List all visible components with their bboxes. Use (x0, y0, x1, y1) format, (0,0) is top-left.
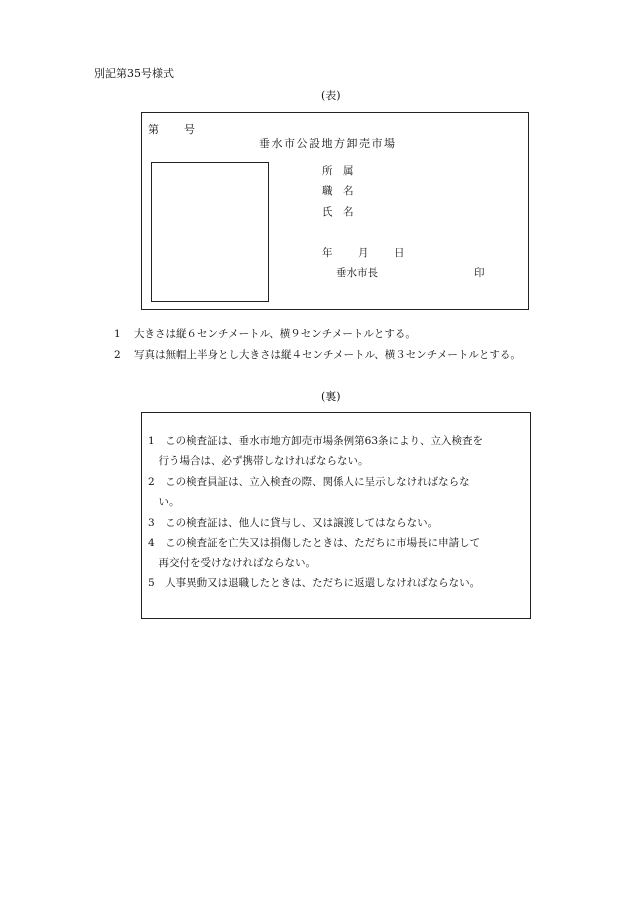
note-2 (114, 348, 521, 362)
date-day: 日 (394, 247, 405, 259)
front-heading: (表) (321, 89, 341, 102)
note-text: 写真は無帽上半身とし大きさは縦４センチメートル、横３センチメートルとする。 (134, 349, 521, 361)
note-1 (114, 327, 416, 341)
date-month: 月 (358, 247, 369, 259)
number-dai: 第 (148, 123, 159, 136)
back-line: 2 この検査員証は、立入検査の際、関係人に呈示しなければならな (148, 476, 470, 488)
market-name: 垂水市公設地方卸売市場 (259, 137, 397, 150)
form-title: 別記第35号様式 (94, 67, 174, 80)
name-label: 氏 名 (322, 206, 354, 218)
issuer: 垂水市長 (336, 267, 378, 279)
seal-mark: 印 (474, 267, 485, 279)
back-line: 5 人事異動又は退職したときは、ただちに返還しなければならない。 (148, 577, 481, 589)
note-number: 1 (114, 328, 121, 340)
back-line: 行う場合は、必ず携帯しなければならない。 (148, 455, 369, 467)
back-heading: (裏) (321, 390, 341, 403)
back-line: 4 この検査証を亡失又は損傷したときは、ただちに市場長に申請して (148, 537, 481, 549)
back-line: 1 この検査証は、垂水市地方卸売市場条例第63条により、立入検査を (148, 435, 484, 447)
note-text: 大きさは縦６センチメートル、横９センチメートルとする。 (134, 328, 416, 340)
photo-placeholder (151, 162, 269, 302)
number-go: 号 (184, 123, 195, 136)
position-label: 職 名 (322, 185, 354, 197)
affiliation-label: 所 属 (322, 165, 354, 177)
back-line: 再交付を受けなければならない。 (148, 557, 316, 569)
date-year: 年 (322, 247, 333, 259)
back-line: 3 この検査証は、他人に貸与し、又は譲渡してはならない。 (148, 517, 439, 529)
note-number: 2 (114, 349, 121, 361)
back-line: い。 (148, 496, 180, 508)
